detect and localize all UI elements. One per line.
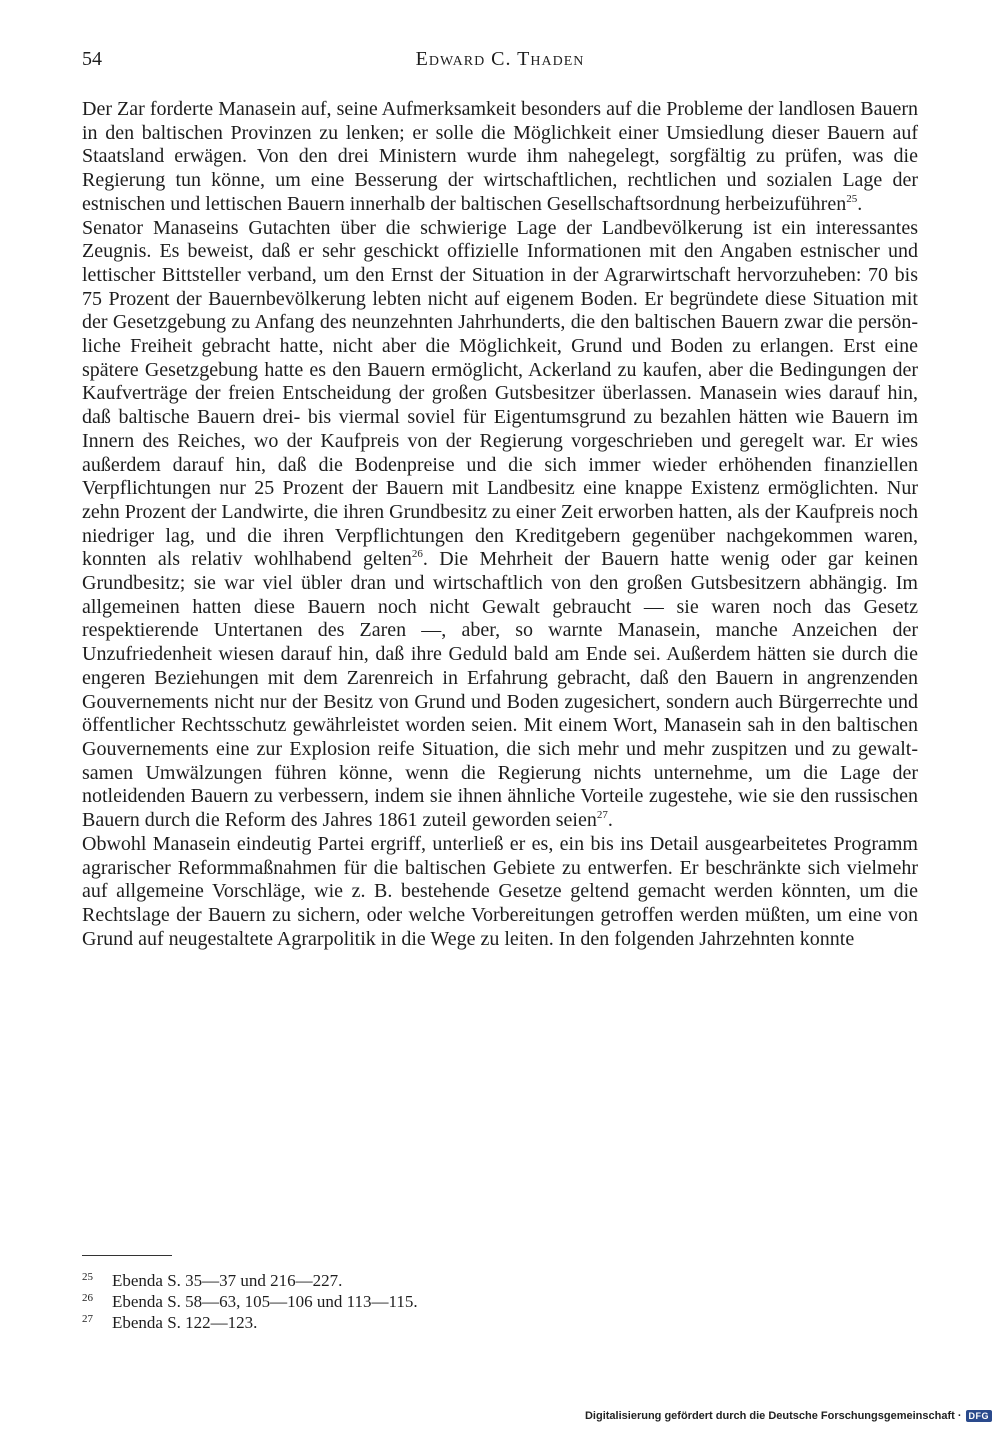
paragraph-text: Obwohl Manasein eindeutig Partei ergriff, unterließ er es, ein bis ins Detail ausgearbeitetes Programm agrarischer Reformmaßnahmen für die baltischen Gebiete zu entwerfen. Er beschränkte sich vielmehr auf allgemeine Vorschläge, wie z. B. bestehende Gesetze geltend gemacht werden könnten, um die Rechtslage der Bauern zu sichern, oder welche Vorbereitungen getroffen werden müßten, um eine von Grund auf neugestaltete Agrarpolitik in die Wege zu leiten. In den folgenden Jahrzehnten konnte	[82, 832, 918, 950]
digitization-credit	[585, 1409, 992, 1423]
footnote-text: Ebenda S. 35—37 und 216—227.	[112, 1271, 343, 1290]
paragraph-1	[82, 98, 918, 217]
paragraph-3	[82, 833, 918, 952]
running-head	[82, 48, 918, 78]
body-text	[82, 98, 918, 951]
page-number: 54	[82, 48, 102, 70]
footnotes	[82, 1270, 918, 1333]
footnote-25: 25 Ebenda S. 35—37 und 216—227.	[82, 1271, 343, 1290]
paragraph-text: . Die Mehrheit der Bauern hatte wenig oder gar keinen Grundbesitz; sie war viel übler dran und wirtschaftlich von den großen Gutsbesitzern abhängig. Im allgemeinen hatten diese Bauern noch nicht Gewalt gebraucht — sie waren noch das Gesetz respektierende Untertanen des Zaren —, aber, so warnte Manasein, manche Anzeichen der Unzufriedenheit wiesen darauf hin, daß ihre Geduld bald am Ende sei. Außerdem hätten sie durch die engeren Beziehungen mit dem Zarenreich in Erfahrung gebracht, daß den Bauern in angrenzenden Gouvernements nicht nur der Besitz von Grund und Boden zugesichert, sondern auch Bürgerrechte und öffentlicher Rechtsschutz gewährleistet worden seien. Mit einem Wort, Manasein sah in den baltischen Gouvernements eine zur Explosion reife Situation, die sich mehr und mehr zuspitzen und zu gewaltsamen Umwälzungen führen könne, wenn die Regierung nichts unternehme, um die Lage der notleidenden Bauern zu verbessern, indem sie ihnen ähnliche Vorteile zugestehe, wie sie den russischen Bauern durch die Reform des Jahres 1861 zuteil geworden seien	[82, 548, 918, 832]
footnote-text: Ebenda S. 58—63, 105—106 und 113—115.	[112, 1292, 418, 1311]
footnote-divider	[82, 1255, 172, 1256]
footnote-ref-25: 25	[846, 192, 858, 205]
dfg-logo-icon: DFG	[966, 1410, 993, 1422]
paragraph-text: Der Zar forderte Manasein auf, seine Aufmerksamkeit besonders auf die Probleme der landlosen Bauern in den baltischen Provinzen zu lenken; er solle die Möglichkeit einer Umsiedlung dieser Bauern auf Staatsland erwägen. Von den drei Ministern wurde ihm nahegelegt, sorgfältig zu prüfen, was die Regierung tun könne, um eine Besserung der wirtschaftlichen, rechtlichen und sozialen Lage der estnischen und lettischen Bauern innerhalb der baltischen Gesellschaftsordnung herbeizuführen	[82, 98, 918, 215]
footnote-ref-27: 27	[596, 809, 608, 822]
footnote-26: 26 Ebenda S. 58—63, 105—106 und 113—115.	[82, 1292, 418, 1311]
paragraph-text: .	[857, 192, 863, 215]
paragraph-text: Senator Manaseins Gutachten über die schwierige Lage der Landbevölkerung ist ein interessantes Zeugnis. Es beweist, daß er sehr geschickt offizielle Informationen mit den Angaben estnischer und lettischer Bittsteller verband, um den Ernst der Situation in der Agrarwirtschaft hervorzuheben: 70 bis 75 Prozent der Bauernbevölkerung lebten nicht auf eigenem Boden. Er begründete diese Situation mit der Gesetzgebung zu Anfang des neunzehnten Jahrhunderts, die den baltischen Bauern zwar die persönliche Freiheit gebracht hatte, nicht aber die Möglichkeit, Grund und Boden zu erlangen. Erst eine spätere Gesetzgebung hatte es den Bauern ermöglicht, Ackerland zu kaufen, aber die Bedingungen der Kaufverträge der freien Entscheidung der großen Gutsbesitzer überlassen. Manasein wies darauf hin, daß baltische Bauern drei- bis viermal soviel für Eigentumsgrund zu bezahlen hätten wie Bauern im Innern des Reiches, wo der Kaufpreis von der Regierung vorgeschrieben und geregelt war. Er wies außerdem darauf hin, daß die Bodenpreise und die sich immer wieder erhöhenden finanziellen Verpflichtungen nur 25 Prozent der Bauern mit Landbesitz eine knappe Existenz ermöglichten. Nur zehn Prozent der Landwirte, die ihren Grundbesitz zu einer Zeit erworben hatten, als der Kaufpreis noch niedriger lag, und die ihren Verpflichtungen den Kreditgebern gegenüber nachgekommen waren, konnten als relativ wohlhabend gelten	[82, 216, 918, 571]
paragraph-text: .	[607, 809, 613, 832]
credit-text: Digitalisierung gefördert durch die Deutsche Forschungsgemeinschaft ·	[584, 1410, 962, 1422]
paragraph-2	[82, 217, 918, 833]
footnote-ref-26: 26	[411, 548, 423, 561]
running-head-author: Edward C. Thaden	[415, 48, 585, 70]
footnote-text: Ebenda S. 122—123.	[112, 1313, 258, 1332]
footnote-27: 27 Ebenda S. 122—123.	[82, 1313, 258, 1332]
